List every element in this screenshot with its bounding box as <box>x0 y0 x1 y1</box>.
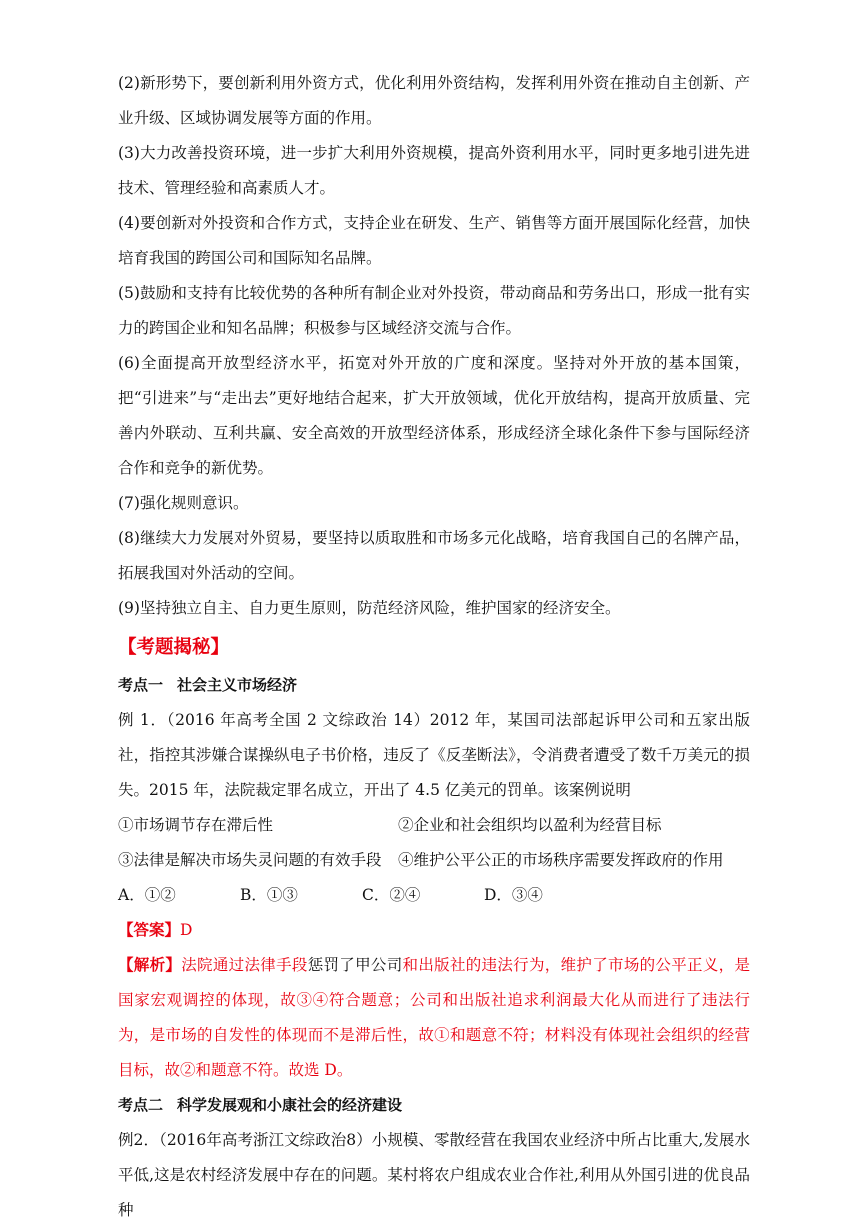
example-1-choices <box>118 878 750 913</box>
knowledge-point-1 <box>118 668 750 703</box>
example-1-option-1: ①市场调节存在滞后性 <box>118 816 274 834</box>
choice-b: B．①③ <box>240 886 298 904</box>
knowledge-point-1-label: 考点一 <box>118 676 164 694</box>
example-1-option-3: ③法律是解决市场失灵问题的有效手段 <box>118 851 382 869</box>
analysis-part-a: 法院通过法律手段 <box>181 956 308 974</box>
example-1-option-4: ④维护公平公正的市场秩序需要发挥政府的作用 <box>398 851 724 869</box>
example-1-answer <box>118 913 750 948</box>
example-2-stem: 例2．（2016年高考浙江文综政治8）小规模、零散经营在我国农业经济中所占比重大,发展水平低,这是农村经济发展中存在的问题。某村将农户组成农业合作社,利用从外国引进的优良品种 <box>118 1131 750 1219</box>
answer-tag: 【答案】 <box>118 921 181 939</box>
choice-a: A．①② <box>118 886 176 904</box>
example-1-stem: 例 1．（2016 年高考全国 2 文综政治 14）2012 年，某国司法部起诉甲公司和五家出版社，指控其涉嫌合谋操纵电子书价格，违反了《反垄断法》，令消费者遭受了数千万美元的损失。2015 年，法院裁定罪名成立，开出了 4.5 亿美元的罚单。该案例说明 <box>118 711 750 799</box>
analysis-part-b: 惩罚了甲公司 <box>307 956 403 974</box>
paragraph-item-8: (8)继续大力发展对外贸易，要坚持以质取胜和市场多元化战略，培育我国自己的名牌产品，拓展我国对外活动的空间。 <box>118 529 750 582</box>
section-title: 【考题揭秘】 <box>118 637 230 658</box>
paragraph-item-3: (3)大力改善投资环境，进一步扩大利用外资规模，提高外资利用水平，同时更多地引进先进技术、管理经验和高素质人才。 <box>118 144 750 197</box>
choice-d: D．③④ <box>484 886 543 904</box>
paragraph-item-4: (4)要创新对外投资和合作方式，支持企业在研发、生产、销售等方面开展国际化经营，加快培育我国的跨国公司和国际知名品牌。 <box>118 214 750 267</box>
analysis-part-c: 和出版社的违法行为，维护了市场的公平正义，是国家宏观调控的体现，故③④符合题意；公司和出版社追求利润最大化从而进行了违法行为，是市场的自发性的体现而不是滞后性，故①和题意不符；材料没有体现社会组织的经营目标，故②和题意不符。故选 D。 <box>118 956 750 1079</box>
paragraph-item-7: (7)强化规则意识。 <box>118 494 249 512</box>
paragraph-item-2: (2)新形势下，要创新利用外资方式，优化利用外资结构，发挥利用外资在推动自主创新、产业升级、区域协调发展等方面的作用。 <box>118 74 750 127</box>
example-1-options-row-1 <box>118 808 750 843</box>
knowledge-point-1-title: 社会主义市场经济 <box>177 676 298 694</box>
knowledge-point-2 <box>118 1088 750 1123</box>
paragraph-item-5: (5)鼓励和支持有比较优势的各种所有制企业对外投资，带动商品和劳务出口，形成一批有实力的跨国企业和知名品牌；积极参与区域经济交流与合作。 <box>118 284 750 337</box>
example-1-options-row-2 <box>118 843 750 878</box>
answer-value: D <box>180 921 193 939</box>
knowledge-point-2-title: 科学发展观和小康社会的经济建设 <box>177 1096 403 1114</box>
example-1-analysis <box>118 948 750 1088</box>
knowledge-point-2-label: 考点二 <box>118 1096 164 1114</box>
example-1-option-2: ②企业和社会组织均以盈利为经营目标 <box>398 816 662 834</box>
choice-c: C．②④ <box>362 886 421 904</box>
analysis-tag: 【解析】 <box>118 956 182 974</box>
paragraph-item-6: (6)全面提高开放型经济水平，拓宽对外开放的广度和深度。坚持对外开放的基本国策，把“引进来”与“走出去”更好地结合起来，扩大开放领域，优化开放结构，提高开放质量、完善内外联动、互利共赢、安全高效的开放型经济体系，形成经济全球化条件下参与国际经济合作和竞争的新优势。 <box>118 354 750 477</box>
paragraph-item-9: (9)坚持独立自主、自力更生原则，防范经济风险，维护国家的经济安全。 <box>118 599 621 617</box>
